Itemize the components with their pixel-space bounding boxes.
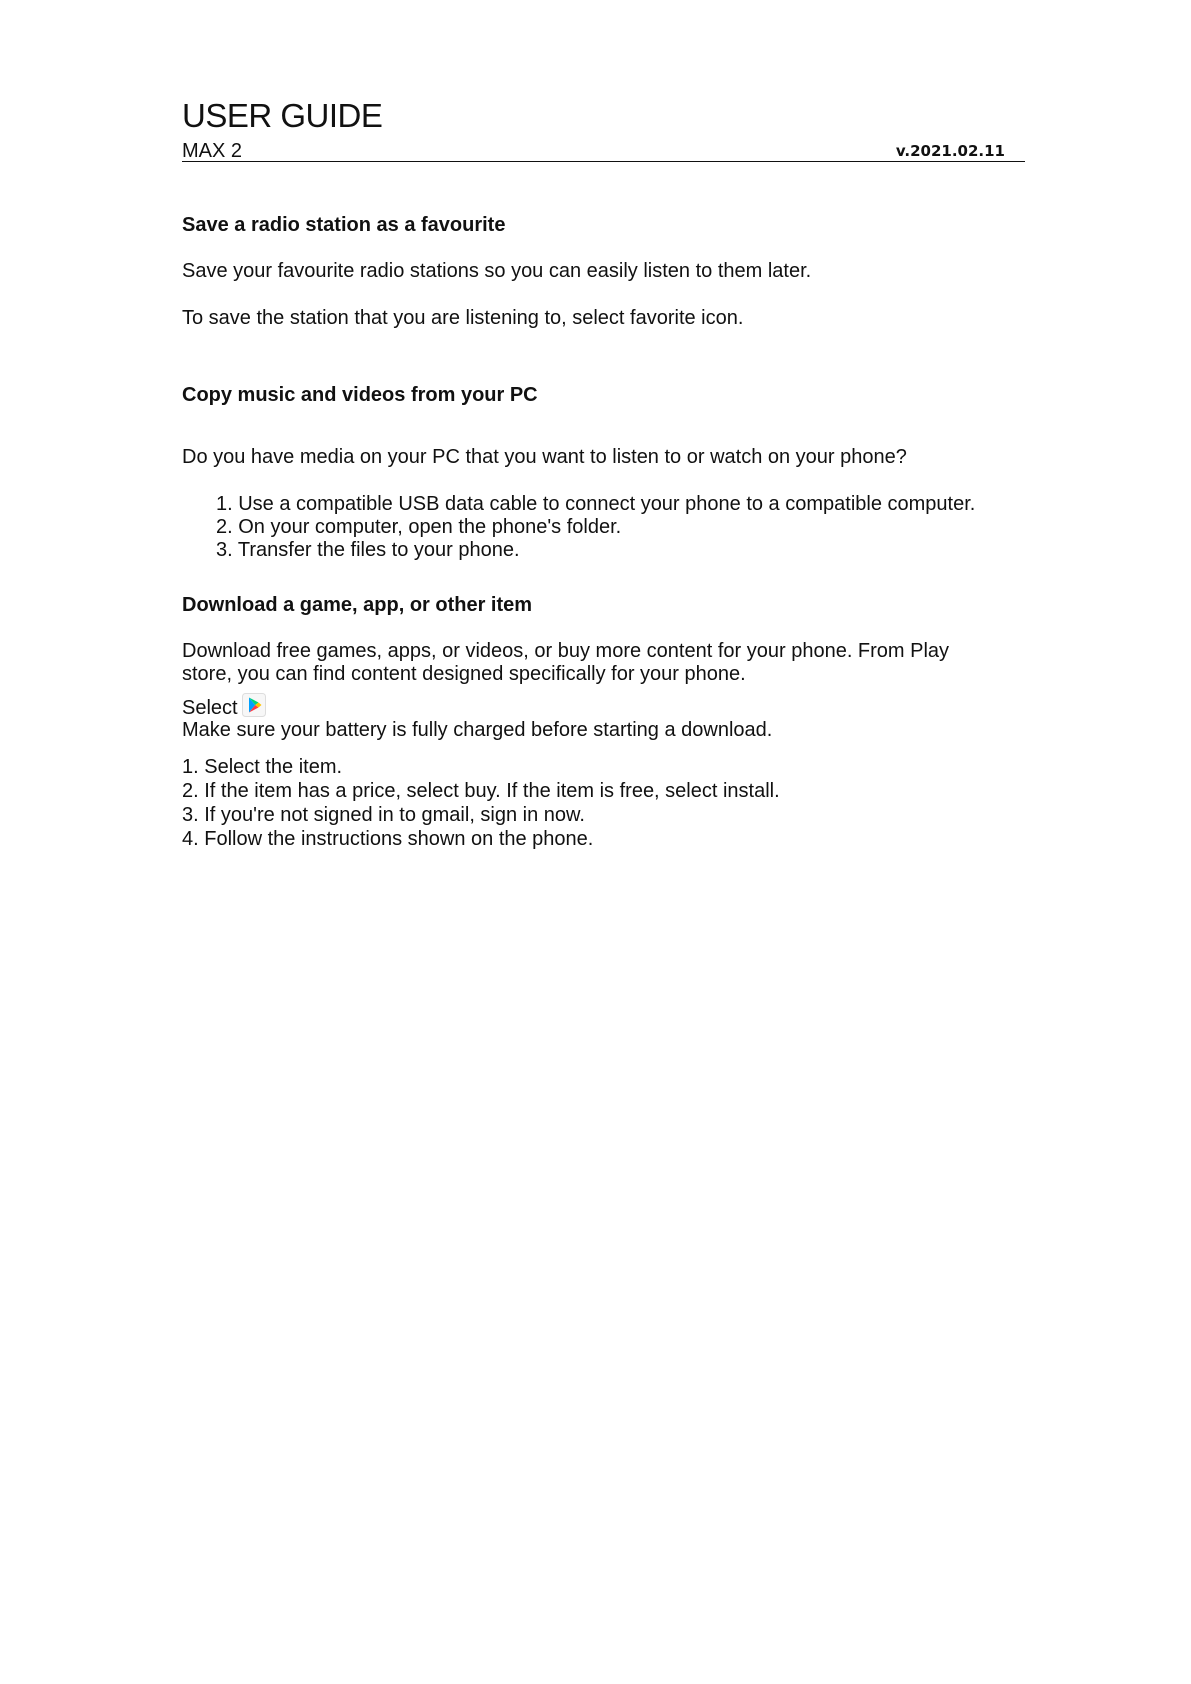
download-steps-list — [182, 755, 780, 851]
section-heading-download: Download a game, app, or other item — [182, 594, 533, 616]
list-item: 1. Select the item. — [182, 756, 343, 778]
section-heading-copy: Copy music and videos from your PC — [182, 384, 538, 406]
list-item: 3. If you're not signed in to gmail, sign in now. — [182, 804, 585, 826]
battery-note: Make sure your battery is fully charged before starting a download. — [182, 719, 773, 741]
document-version: v.2021.02.11 — [895, 142, 1005, 160]
list-item: 1. Use a compatible USB data cable to connect your phone to a compatible computer. — [216, 493, 976, 515]
download-intro-line-2: store, you can find content designed specifically for your phone. — [182, 663, 746, 685]
document-title: USER GUIDE — [182, 97, 383, 134]
copy-intro: Do you have media on your PC that you want to listen to or watch on your phone? — [182, 446, 907, 468]
favourite-paragraph-2: To save the station that you are listening to, select favorite icon. — [182, 307, 744, 329]
select-label: Select — [182, 697, 238, 719]
list-item: 4. Follow the instructions shown on the phone. — [182, 828, 594, 850]
header-divider — [182, 161, 1025, 162]
favourite-paragraph-1: Save your favourite radio stations so you can easily listen to them later. — [182, 260, 812, 282]
list-item: 2. On your computer, open the phone's folder. — [216, 516, 622, 538]
list-item: 3. Transfer the files to your phone. — [216, 539, 520, 561]
copy-steps-list — [216, 493, 975, 562]
play-store-icon — [242, 693, 266, 717]
section-heading-favourite: Save a radio station as a favourite — [182, 214, 506, 236]
download-intro — [182, 640, 949, 686]
download-intro-line-1: Download free games, apps, or videos, or buy more content for your phone. From Play — [182, 640, 950, 662]
select-line — [182, 693, 266, 720]
document-subtitle: MAX 2 — [182, 140, 243, 162]
list-item: 2. If the item has a price, select buy. If the item is free, select install. — [182, 780, 780, 802]
